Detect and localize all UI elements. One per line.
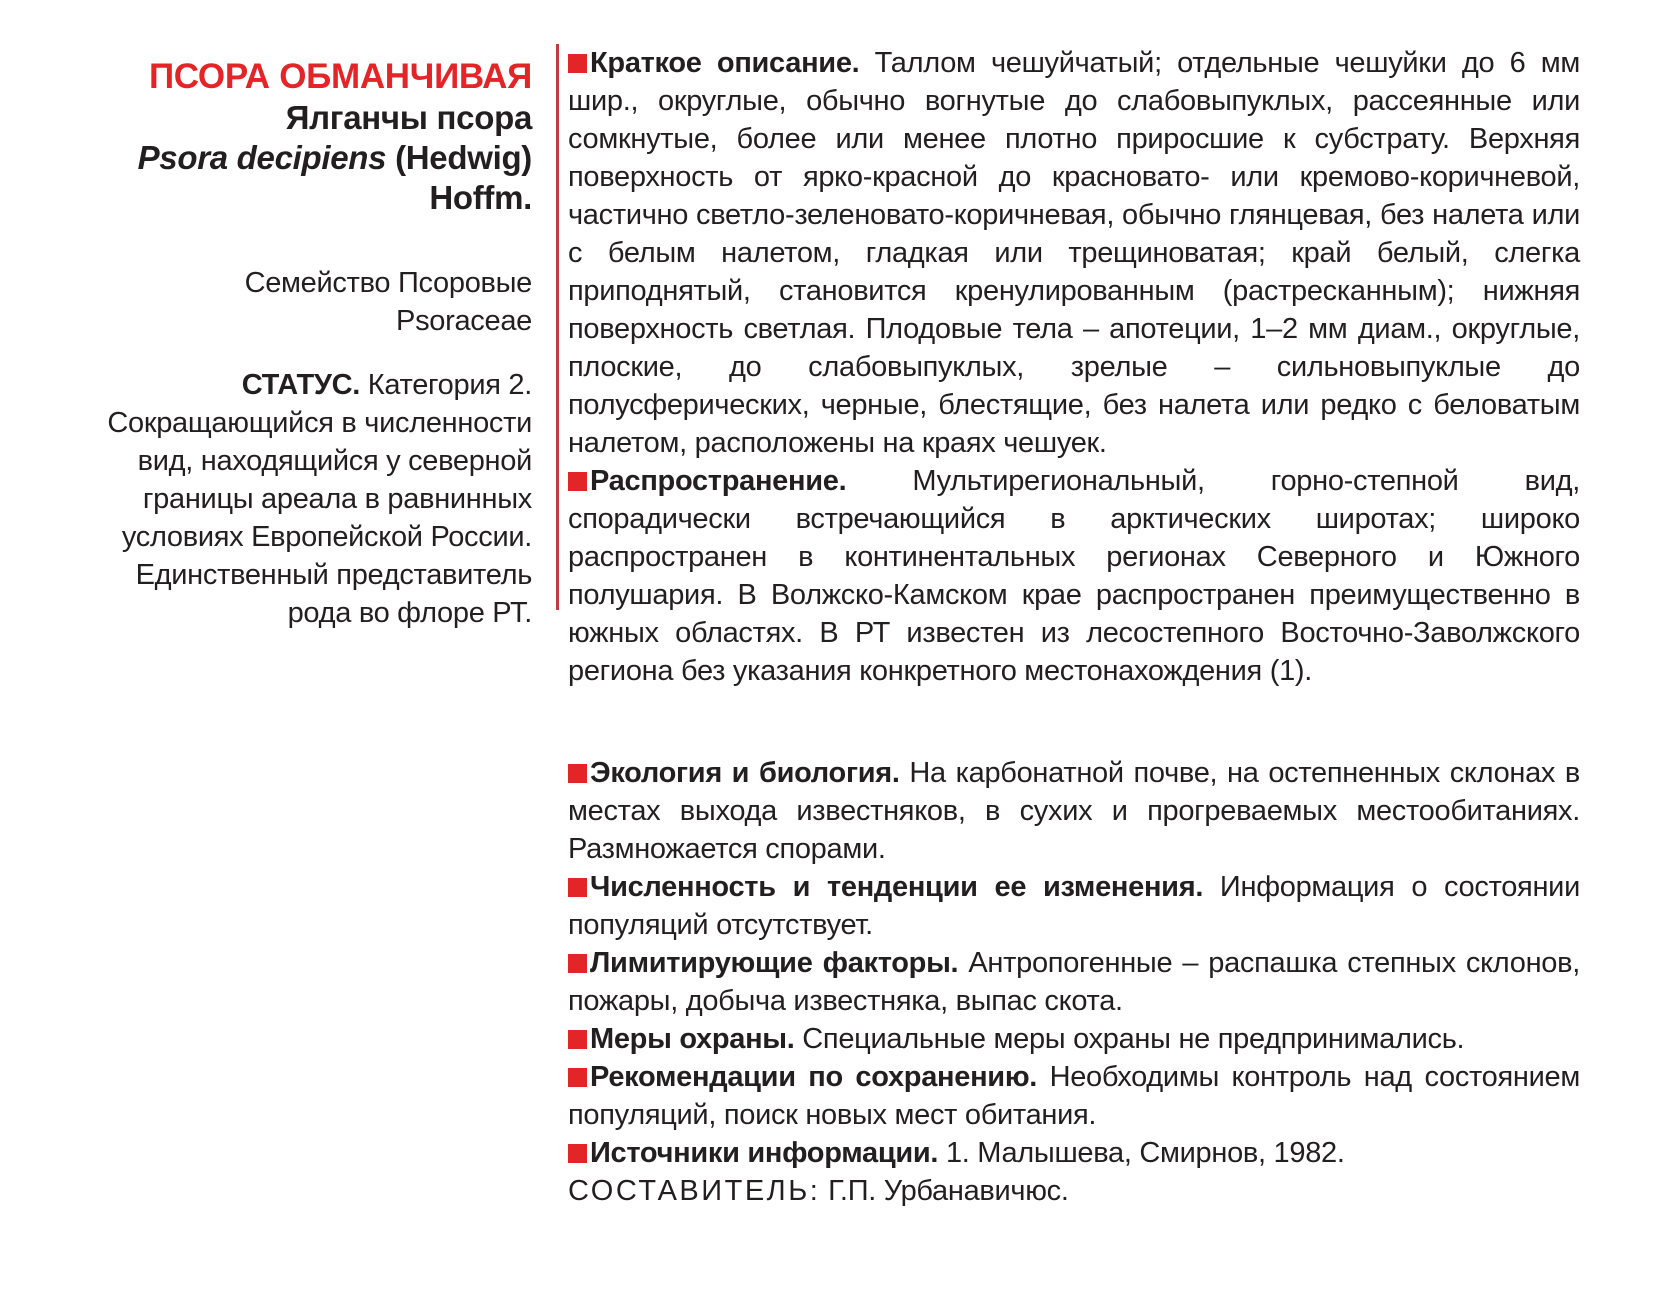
section-ecology-biology: Экология и биология. На карбонатной почве, на остепненных склонах в местах выхода известняков, в сухих и прогреваемых местообитаниях. Размножается спорами. — [568, 757, 1580, 865]
section-limiting-factors: Лимитирующие факторы. Антропогенные – распашка степных склонов, пожары, добыча известняка, выпас скота. — [568, 947, 1580, 1017]
species-title-tatar: Ялганчы псора — [285, 99, 532, 136]
red-square-bullet-icon — [568, 878, 587, 897]
red-square-bullet-icon — [568, 764, 587, 783]
compiler-line — [568, 1172, 1580, 1210]
status-text-line: рода во флоре РТ. — [287, 597, 532, 629]
status-text-line: Единственный представитель — [135, 559, 532, 591]
red-square-bullet-icon — [568, 1144, 587, 1163]
section-distribution: Распространение. Мультирегиональный, горно-степной вид, спорадически встречающийся в арктических широтах; широко распространен в континентальных регионах Северного и Южного полушария. В Волжско-Камском крае распространен преимущественно в южных областях. В РТ известен из лесостепного Восточно-Заволжского региона без указания конкретного местонахождения (1). — [568, 465, 1580, 687]
section-heading: Меры охраны. — [590, 1023, 795, 1055]
status-text-line: вид, находящийся у северной — [137, 445, 532, 477]
red-square-bullet-icon — [568, 472, 587, 491]
species-title-ru: ПСОРА ОБМАНЧИВАЯ — [148, 57, 532, 96]
section-heading: Рекомендации по сохранению. — [590, 1061, 1038, 1093]
section-protection-measures: Меры охраны. Специальные меры охраны не предпринимались. — [568, 1020, 1580, 1058]
status-text-line: Сокращающийся в численности — [107, 407, 532, 439]
status-label: СТАТУС. — [241, 369, 361, 401]
latin-authority-part2: Hoffm. — [429, 179, 532, 216]
species-latin-name — [50, 138, 532, 178]
red-square-bullet-icon — [568, 954, 587, 973]
section-heading: Экология и биология. — [590, 757, 900, 789]
status-text-line: условиях Европейской России. — [121, 521, 532, 553]
section-brief-description: Краткое описание. Таллом чешуйчатый; отдельные чешуйки до 6 мм шир., округлые, обычно вогнутые до слабовыпуклых, рассеянные или сомкнутые, более или менее плотно приросшие к субстрату. Верхняя поверхность от ярко-красной до красновато- или кремово-коричневой, частично светло-зеленовато-коричневая, обычно глянцевая, без налета или с белым налетом, гладкая или трещиноватая; край белый, слегка приподнятый, становится кренулированным (растресканным); нижняя поверхность светлая. Плодовые тела – апотеции, 1–2 мм диам., округлые, плоские, до слабовыпуклых, зрелые – сильновыпуклые до полусферических, черные, блестящие, без налета или редко с беловатым налетом, расположены на краях чешуек. — [568, 47, 1580, 459]
family-name-latin: Psoraceae — [396, 305, 532, 337]
section-conservation-recommendations: Рекомендации по сохранению. Необходимы контроль над состоянием популяций, поиск новых мест обитания. — [568, 1061, 1580, 1131]
photo-gap — [568, 690, 1580, 754]
section-information-sources: Источники информации. 1. Малышева, Смирнов, 1982. — [568, 1134, 1580, 1172]
status-category: Категория 2. — [360, 369, 532, 401]
family-block — [50, 264, 532, 340]
latin-binomial: Psora decipiens — [137, 139, 387, 176]
latin-authority-part1: (Hedwig) — [395, 139, 532, 176]
red-square-bullet-icon — [568, 54, 587, 73]
section-population-trends: Численность и тенденции ее изменения. Информация о состоянии популяций отсутствует. — [568, 871, 1580, 941]
compiler-label: СОСТАВИТЕЛЬ: — [568, 1175, 821, 1207]
compiler-name: Г.П. Урбанавичюс. — [820, 1175, 1069, 1207]
status-line — [50, 366, 532, 404]
status-block — [50, 366, 532, 632]
description-sections — [568, 44, 1580, 1172]
section-heading: Численность и тенденции ее изменения. — [590, 871, 1204, 903]
family-name-ru: Семейство Псоровые — [244, 267, 532, 299]
section-heading: Распространение. — [590, 465, 847, 497]
section-heading: Краткое описание. — [590, 47, 860, 79]
section-heading: Лимитирующие факторы. — [590, 947, 959, 979]
vertical-divider — [556, 44, 559, 610]
section-heading: Источники информации. — [590, 1137, 939, 1169]
status-text-line: границы ареала в равнинных — [142, 483, 532, 515]
species-description — [568, 44, 1580, 1210]
red-square-bullet-icon — [568, 1030, 587, 1049]
red-square-bullet-icon — [568, 1068, 587, 1087]
species-header — [50, 56, 532, 632]
